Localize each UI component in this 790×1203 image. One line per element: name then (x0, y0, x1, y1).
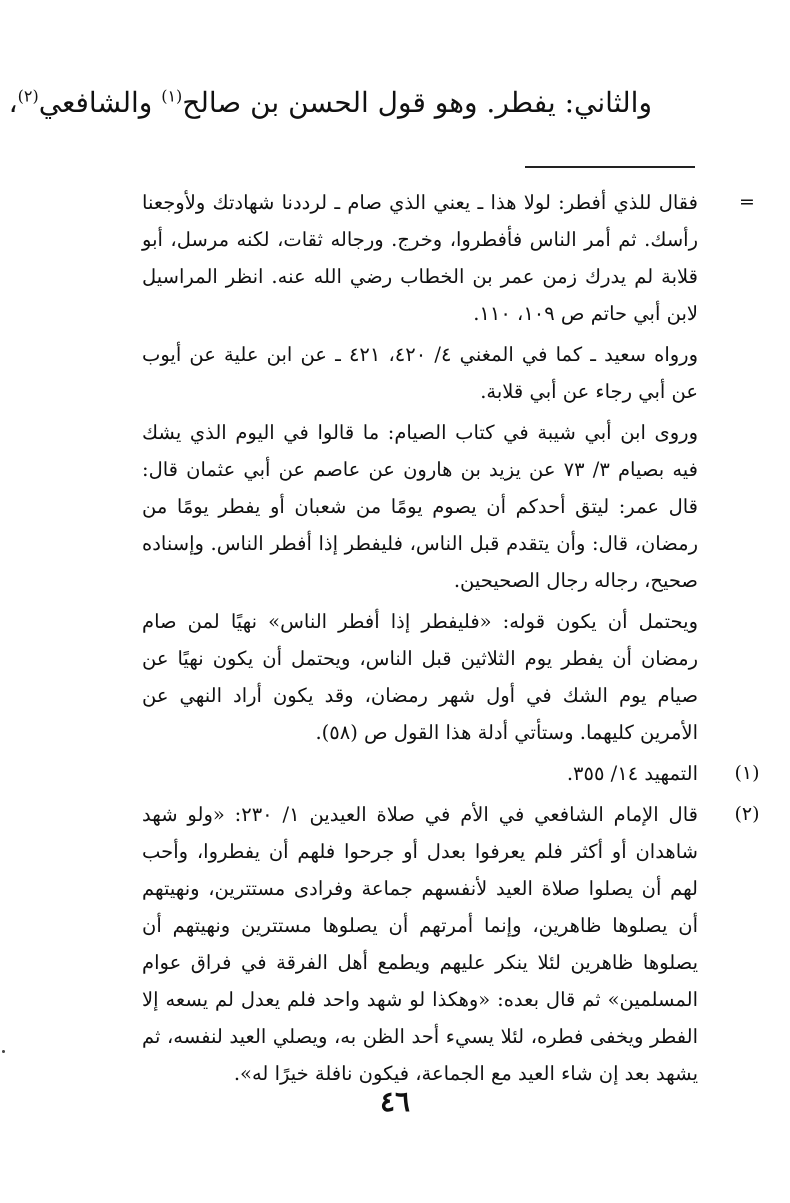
main-text-line (8, 78, 652, 128)
main-text-part1: يفطر. وهو قول الحسن بن صالح (182, 86, 565, 119)
footnote-paragraph: ورواه سعيد ـ كما في المغني ٤/ ٤٢٠، ٤٢١ ـ عن ابن علية عن أيوب عن أبي رجاء عن أبي قلابة. (142, 343, 698, 403)
continuation-marker: = (739, 191, 755, 213)
scan-speck (2, 1050, 5, 1053)
main-text-part2: والشافعي (38, 86, 162, 119)
footnote-1 (142, 755, 760, 792)
footnotes-section (142, 184, 760, 1096)
footnote-paragraph: التمهيد ١٤/ ٣٥٥. (566, 762, 698, 785)
footnote-paragraph: ويحتمل أن يكون قوله: «فليفطر إذا أفطر الناس» نهيًا لمن صام رمضان أن يفطر يوم الثلاثين قبل الناس، ويحتمل أن يكون نهيًا عن صيام يوم الشك في أول شهر رمضان، وقد يكون أراد النهي عن الأمرين كليهما. وستأتي أدلة هذا القول ص (٥٨). (142, 610, 698, 744)
footnote-1-marker: (١) (734, 762, 760, 784)
footnote-ref-1: (١) (161, 86, 183, 106)
page-number: ٤٦ (379, 1085, 411, 1118)
main-text-end: ، (8, 86, 18, 119)
footnote-2 (142, 796, 760, 1092)
footnote-continuation (142, 184, 755, 751)
footnote-divider (525, 166, 695, 168)
footnote-paragraph: وروى ابن أبي شيبة في كتاب الصيام: ما قالوا في اليوم الذي يشك فيه بصيام ٣/ ٧٣ عن يزيد بن هارون عن عاصم عن أبي عثمان قال: قال عمر: ليتق أحدكم أن يصوم يومًا من شعبان أو يفطر يومًا من رمضان، قال: وأن يتقدم قبل الناس، فليفطر إذا أفطر الناس. وإسناده صحيح، رجاله رجال الصحيحين. (142, 421, 698, 592)
main-text-lead: والثاني: (564, 86, 652, 119)
footnote-paragraph: فقال للذي أفطر: لولا هذا ـ يعني الذي صام ـ لرددنا شهادتك ولأوجعنا رأسك. ثم أمر الناس فأفطروا، وخرج. ورجاله ثقات، لكنه مرسل، أبو قلابة لم يدرك زمن عمر بن الخطاب رضي الله عنه. انظر المراسيل لابن أبي حاتم ص ١٠٩، ١١٠. (142, 191, 698, 325)
footnote-ref-2: (٢) (17, 86, 39, 106)
footnote-2-marker: (٢) (734, 803, 760, 825)
footnote-paragraph: قال الإمام الشافعي في الأم في صلاة العيدين ١/ ٢٣٠: «ولو شهد شاهدان أو أكثر فلم يعرفوا بعدل أو جرحوا فلهم أن يفطروا، وأحب لهم أن يصلوا صلاة العيد لأنفسهم جماعة وفرادى مستترين، ونهيتهم أن يصلوها ظاهرين، وإنما أمرتهم أن يصلوها مستترين ونهيتهم أن يصلوها ظاهرين لئلا ينكر عليهم ويطمع أهل الفرقة في فراق عوام المسلمين» ثم قال بعده: «وهكذا لو شهد واحد فلم يعدل لم يسعه إلا الفطر ويخفى فطره، لئلا يسيء أحد الظن به، ويصلي العيد لنفسه، ثم يشهد بعد إن شاء العيد مع الجماعة، فيكون نافلة خيرًا له». (142, 803, 698, 1085)
